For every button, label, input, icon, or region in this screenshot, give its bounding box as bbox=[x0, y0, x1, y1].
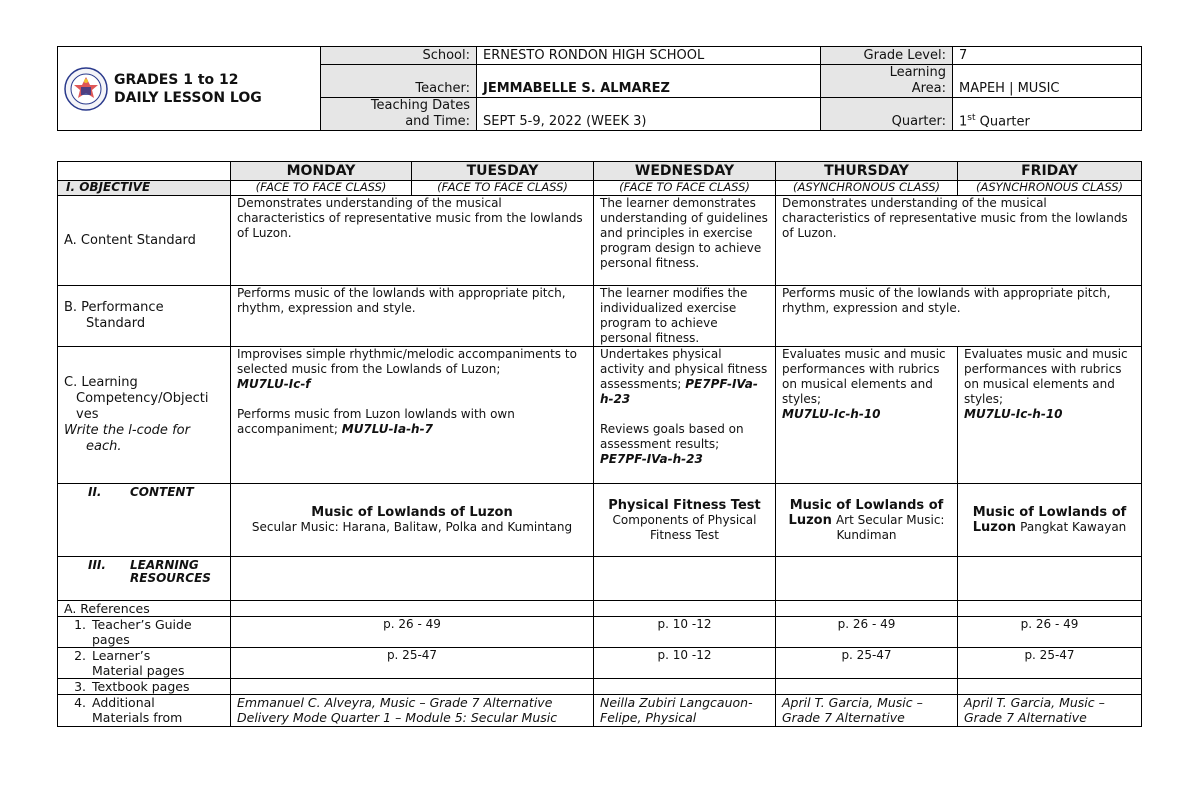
content-standard-thu-fri: Demonstrates understanding of the musical characteristics of representative music from the lowlands of Luzon. bbox=[776, 196, 1142, 286]
competency-label bbox=[58, 347, 231, 484]
day-header-friday: FRIDAY bbox=[958, 162, 1142, 181]
competency-mon-tue-code-1: MU7LU-Ic-f bbox=[237, 377, 311, 391]
learning-area-label bbox=[821, 65, 953, 98]
content-fri-title: Music of Lowlands of Luzon bbox=[972, 505, 1127, 535]
objective-label: I. OBJECTIVE bbox=[58, 181, 231, 196]
resources-thu bbox=[776, 557, 958, 601]
content-label-text: CONTENT bbox=[130, 485, 194, 499]
content-standard-wed: The learner demonstrates understanding of guidelines and principles in exercise program design to achieve personal fitness. bbox=[594, 196, 776, 286]
content-wed-title: Physical Fitness Test bbox=[608, 497, 761, 513]
content-standard-mon-tue: Demonstrates understanding of the musical characteristics of representative music from the lowlands of Luzon. bbox=[231, 196, 594, 286]
additional-materials-fri: April T. Garcia, Music – Grade 7 Alternative bbox=[958, 695, 1142, 727]
resources-mon-tue bbox=[231, 557, 594, 601]
competency-mon-tue-code-2: MU7LU-Ia-h-7 bbox=[341, 422, 433, 436]
content-label bbox=[58, 484, 231, 557]
mode-thursday: (ASYNCHRONOUS CLASS) bbox=[776, 181, 958, 196]
content-thu bbox=[776, 484, 958, 557]
quarter-word: Quarter bbox=[975, 114, 1030, 129]
competency-mon-tue-text-1: Improvises simple rhythmic/melodic accompaniments to selected music from the Lowlands of Luzon; bbox=[237, 347, 577, 376]
competency-wed-code-2: PE7PF-IVa-h-23 bbox=[600, 452, 703, 466]
competency-mon-tue-text-2-body: Performs music from Luzon lowlands with own accompaniment; bbox=[237, 407, 515, 436]
learning-resources-num: III. bbox=[88, 558, 106, 572]
textbook-mon-tue bbox=[231, 679, 594, 695]
performance-standard-mon-tue: Performs music of the lowlands with appropriate pitch, rhythm, expression and style. bbox=[231, 286, 594, 347]
learning-resources-label bbox=[58, 557, 231, 601]
references-thu bbox=[776, 601, 958, 617]
additional-materials-mon-tue: Emmanuel C. Alveyra, Music – Grade 7 Alternative Delivery Mode Quarter 1 – Module 5: Secular Music bbox=[231, 695, 594, 727]
learning-resources-text bbox=[130, 559, 211, 585]
header-table bbox=[57, 46, 1142, 131]
competency-note-line1: Write the l-code for bbox=[64, 423, 190, 438]
additional-materials-text bbox=[92, 695, 182, 725]
competency-mon-tue-text-2 bbox=[237, 407, 587, 437]
teachers-guide-mon-tue: p. 26 - 49 bbox=[231, 617, 594, 648]
teaching-dates-label-line1: Teaching Dates bbox=[370, 98, 470, 113]
references-mon-tue bbox=[231, 601, 594, 617]
day-header-wednesday: WEDNESDAY bbox=[594, 162, 776, 181]
textbook-wed bbox=[594, 679, 776, 695]
learners-material-num: 2. bbox=[74, 648, 86, 663]
competency-note-line2: each. bbox=[86, 439, 122, 454]
competency-fri bbox=[958, 347, 1142, 484]
competency-wed-text-1 bbox=[600, 347, 769, 407]
competency-label-line3: ves bbox=[76, 407, 99, 422]
day-header-thursday: THURSDAY bbox=[776, 162, 958, 181]
mode-friday: (ASYNCHRONOUS CLASS) bbox=[958, 181, 1142, 196]
deped-seal-icon bbox=[64, 67, 108, 111]
content-thu-sub: Art Secular Music: Kundiman bbox=[835, 512, 945, 542]
learning-area-value: MAPEH | MUSIC bbox=[953, 65, 1142, 98]
performance-standard-wed: The learner modifies the individualized exercise program to achieve personal fitness. bbox=[594, 286, 776, 347]
content-thu-title: Music of Lowlands of Luzon bbox=[788, 497, 944, 528]
content-wed-sub: Components of Physical Fitness Test bbox=[612, 512, 757, 542]
learners-material-label bbox=[58, 648, 231, 679]
additional-materials-line2: Materials from bbox=[92, 710, 183, 725]
competency-label-line1: C. Learning bbox=[64, 375, 138, 390]
competency-label-line2: Competency/Objecti bbox=[76, 391, 209, 406]
mode-tuesday: (FACE TO FACE CLASS) bbox=[412, 181, 594, 196]
references-fri bbox=[958, 601, 1142, 617]
teachers-guide-line2: pages bbox=[92, 632, 130, 647]
content-mon-tue bbox=[231, 484, 594, 557]
quarter-label: Quarter: bbox=[821, 98, 953, 131]
performance-standard-label bbox=[58, 286, 231, 347]
content-mon-tue-title: Music of Lowlands of Luzon bbox=[311, 505, 513, 520]
form-title-line1: GRADES 1 to 12 bbox=[114, 71, 239, 88]
textbook-num: 3. bbox=[74, 679, 86, 694]
competency-fri-code: MU7LU-Ic-h-10 bbox=[964, 407, 1063, 421]
competency-thu bbox=[776, 347, 958, 484]
content-wed bbox=[594, 484, 776, 557]
quarter-number: 1 bbox=[959, 114, 968, 129]
day-header-monday: MONDAY bbox=[231, 162, 412, 181]
competency-wed-text-2: Reviews goals based on assessment results; bbox=[600, 422, 744, 451]
references-wed bbox=[594, 601, 776, 617]
competency-thu-code: MU7LU-Ic-h-10 bbox=[782, 407, 881, 421]
teachers-guide-label bbox=[58, 617, 231, 648]
learning-area-label-line2: Area: bbox=[911, 81, 946, 96]
textbook-text: Textbook pages bbox=[92, 679, 190, 694]
competency-wed-text-1-body: Undertakes physical activity and physical fitness assessments; bbox=[600, 347, 768, 391]
grade-level-value: 7 bbox=[953, 47, 1142, 65]
competency-fri-text: Evaluates music and music performances with rubrics on musical elements and styles; bbox=[964, 347, 1128, 406]
corner-cell bbox=[58, 162, 231, 181]
textbook-thu bbox=[776, 679, 958, 695]
learning-resources-line2: RESOURCES bbox=[130, 571, 211, 585]
teaching-dates-label-line2: and Time: bbox=[405, 114, 470, 129]
teachers-guide-fri: p. 26 - 49 bbox=[958, 617, 1142, 648]
content-fri-sub: Pangkat Kawayan bbox=[1020, 520, 1127, 534]
school-value: ERNESTO RONDON HIGH SCHOOL bbox=[477, 47, 821, 65]
teachers-guide-num: 1. bbox=[74, 617, 86, 632]
performance-standard-thu-fri: Performs music of the lowlands with appropriate pitch, rhythm, expression and style. bbox=[776, 286, 1142, 347]
learners-material-thu: p. 25-47 bbox=[776, 648, 958, 679]
teachers-guide-text bbox=[92, 617, 192, 647]
competency-thu-text: Evaluates music and music performances with rubrics on musical elements and styles; bbox=[782, 347, 946, 406]
textbook-fri bbox=[958, 679, 1142, 695]
teachers-guide-thu: p. 26 - 49 bbox=[776, 617, 958, 648]
content-mon-tue-sub: Secular Music: Harana, Balitaw, Polka and Kumintang bbox=[251, 520, 573, 534]
header-logo-cell bbox=[58, 47, 321, 131]
form-title-line2: DAILY LESSON LOG bbox=[114, 89, 262, 106]
content-fri bbox=[958, 484, 1142, 557]
resources-wed bbox=[594, 557, 776, 601]
learning-area-label-line1: Learning bbox=[889, 65, 946, 80]
quarter-suffix: st bbox=[967, 112, 976, 123]
additional-materials-label bbox=[58, 695, 231, 727]
performance-standard-label-line1: B. Performance bbox=[64, 300, 164, 315]
teaching-dates-label bbox=[321, 98, 477, 131]
additional-materials-num: 4. bbox=[74, 695, 86, 710]
learners-material-fri: p. 25-47 bbox=[958, 648, 1142, 679]
textbook-label bbox=[58, 679, 231, 695]
mode-monday: (FACE TO FACE CLASS) bbox=[231, 181, 412, 196]
references-label: A. References bbox=[58, 601, 231, 617]
learners-material-line1: Learner’s bbox=[92, 648, 151, 663]
content-label-num: II. bbox=[88, 485, 102, 499]
school-label: School: bbox=[321, 47, 477, 65]
performance-standard-label-line2: Standard bbox=[86, 316, 146, 331]
learners-material-mon-tue: p. 25-47 bbox=[231, 648, 594, 679]
teacher-value: JEMMABELLE S. ALMAREZ bbox=[477, 65, 821, 98]
learners-material-wed: p. 10 -12 bbox=[594, 648, 776, 679]
learners-material-line2: Material pages bbox=[92, 663, 185, 678]
competency-wed bbox=[594, 347, 776, 484]
grade-level-label: Grade Level: bbox=[821, 47, 953, 65]
teacher-label: Teacher: bbox=[321, 65, 477, 98]
teachers-guide-line1: Teacher’s Guide bbox=[92, 617, 192, 632]
teachers-guide-wed: p. 10 -12 bbox=[594, 617, 776, 648]
competency-mon-tue bbox=[231, 347, 594, 484]
quarter-value bbox=[953, 98, 1142, 131]
teaching-dates-value: SEPT 5-9, 2022 (WEEK 3) bbox=[477, 98, 821, 131]
additional-materials-line1: Additional bbox=[92, 695, 155, 710]
mode-wednesday: (FACE TO FACE CLASS) bbox=[594, 181, 776, 196]
day-header-tuesday: TUESDAY bbox=[412, 162, 594, 181]
competency-wed-code-1: PE7PF-IVa-h-23 bbox=[600, 377, 758, 406]
additional-materials-thu: April T. Garcia, Music – Grade 7 Alternative bbox=[776, 695, 958, 727]
resources-fri bbox=[958, 557, 1142, 601]
learners-material-text bbox=[92, 648, 185, 678]
lesson-log-table bbox=[57, 161, 1142, 727]
learning-resources-line1: LEARNING bbox=[130, 558, 199, 572]
content-standard-label: A. Content Standard bbox=[58, 196, 231, 286]
additional-materials-wed: Neilla Zubiri Langcauon-Felipe, Physical bbox=[594, 695, 776, 727]
